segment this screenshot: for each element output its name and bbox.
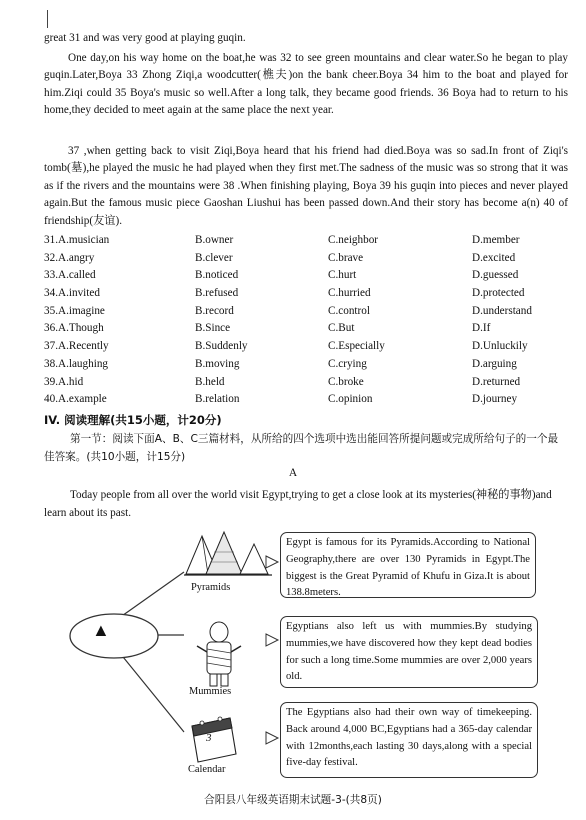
option-a: 34.A.invited bbox=[44, 287, 100, 300]
option-d: D.guessed bbox=[472, 269, 519, 282]
option-d: D.Unluckily bbox=[472, 340, 528, 353]
passage-intro bbox=[44, 486, 568, 522]
option-d: D.arguing bbox=[472, 357, 517, 370]
option-c: C.hurried bbox=[328, 287, 371, 300]
center-oval bbox=[70, 614, 158, 658]
option-a: 40.A.example bbox=[44, 393, 107, 406]
mummies-info-text: Egyptians also left us with mummies.By studying mummies,we have discovered how they kept dead bodies for such a long time.Some mummies are over 2,000 years old. bbox=[286, 621, 532, 683]
option-row bbox=[44, 267, 568, 285]
option-b: B.moving bbox=[195, 357, 240, 370]
option-c: C.But bbox=[328, 322, 355, 335]
option-b: B.held bbox=[195, 375, 225, 388]
option-a: 32.A.angry bbox=[44, 251, 95, 264]
calendar-icon bbox=[192, 717, 236, 762]
calendar-info-text: The Egyptians also had their own way of timekeeping. Back around 4,000 BC,Egyptians had a 365-day calendar with 12months,each lasting 30 days,along with a special five-day festival. bbox=[286, 707, 532, 769]
calendar-label: Calendar bbox=[188, 764, 226, 775]
passage-title: A bbox=[288, 467, 298, 479]
option-a: 39.A.hid bbox=[44, 375, 84, 388]
option-c: C.broke bbox=[328, 375, 364, 388]
option-c: C.neighbor bbox=[328, 234, 379, 246]
center-triangle-icon: ▲ bbox=[92, 620, 110, 640]
option-a: 37.A.Recently bbox=[44, 340, 109, 353]
pyramids-info-box bbox=[280, 532, 536, 598]
passage-paragraph-2 bbox=[44, 143, 568, 230]
option-b: B.refused bbox=[195, 287, 239, 300]
egypt-diagram bbox=[44, 522, 574, 782]
passage-intro-text: Today people from all over the world visit Egypt,trying to get a close look at its mysteries(神秘的事物)and learn about its past. bbox=[44, 489, 552, 519]
passage-paragraph-2-text: 37 ,when getting back to visit Ziqi,Boya heard that his friend had died.Boya was so sad.In front of Ziqi's tomb(墓),he played the music he had played when they first met.The sadness of the music was so strong that it was as if the rivers and the mountains were 38 .When finishing playing, Boya 39 his guqin into pieces and never played again.But the famous music piece Gaoshan Liushui has been passed down.And their story has become a(n) 40 of friendship(友谊). bbox=[44, 145, 568, 227]
section-instruction-text: 第一节：阅读下面A、B、C三篇材料，从所给的四个选项中选出能回答所提问题或完成所给句子的一个最佳答案。(共10小题，计15分) bbox=[44, 433, 559, 463]
calendar-number: 3 bbox=[206, 732, 212, 744]
option-a: 38.A.laughing bbox=[44, 357, 109, 370]
option-b: B.relation bbox=[195, 393, 240, 406]
option-d: D.member bbox=[472, 234, 520, 246]
passage-line-31 bbox=[44, 30, 568, 47]
option-a: 36.A.Though bbox=[44, 322, 104, 335]
passage-line-31-text: great 31 and was very good at playing guqin. bbox=[44, 32, 246, 44]
connector-line bbox=[119, 652, 184, 732]
option-b: B.Since bbox=[195, 322, 231, 335]
option-c: C.hurt bbox=[328, 269, 357, 282]
arrow-icon bbox=[266, 634, 278, 646]
passage-paragraph-1-text: One day,on his way home on the boat,he was 32 to see green mountains and clear water.So he began to play guqin.Later,Boya 33 Zhong Ziqi,a woodcutter(樵夫)on the bank cheer.Boya 34 him to the boat and played for him.Ziqi could 35 Boya's music so well.After a long talk, they became good friends. 36 Boya had to return to his home,they decided to meet again at the same place the next year. bbox=[44, 52, 568, 117]
pyramids-info-text: Egypt is famous for its Pyramids.According to National Geography,there are over 130 Pyramids in Egypt.The biggest is the Great Pyramid of Khufu in Giza.It is about 138.8meters. bbox=[286, 537, 530, 599]
option-d: D.excited bbox=[472, 251, 516, 264]
option-b: B.owner bbox=[195, 234, 234, 246]
mummies-label: Mummies bbox=[189, 686, 232, 697]
pyramids-label: Pyramids bbox=[191, 582, 231, 593]
options-table bbox=[44, 232, 568, 409]
option-a: 35.A.imagine bbox=[44, 304, 105, 317]
option-row bbox=[44, 232, 568, 250]
connector-line bbox=[119, 572, 184, 618]
arrow-icon bbox=[266, 556, 278, 568]
option-row bbox=[44, 320, 568, 338]
section-instruction bbox=[44, 430, 568, 466]
option-c: C.Especially bbox=[328, 340, 385, 353]
option-c: C.brave bbox=[328, 251, 364, 264]
option-row bbox=[44, 338, 568, 356]
option-d: D.journey bbox=[472, 393, 518, 406]
option-c: C.opinion bbox=[328, 393, 373, 406]
option-row bbox=[44, 303, 568, 321]
option-b: B.Suddenly bbox=[195, 340, 248, 353]
mummy-icon bbox=[197, 622, 241, 686]
option-a: 33.A.called bbox=[44, 269, 96, 282]
mummies-info-box bbox=[280, 616, 538, 688]
pyramids-icon bbox=[184, 532, 272, 575]
option-d: D.protected bbox=[472, 287, 525, 300]
passage-paragraph-1 bbox=[44, 50, 568, 120]
option-row bbox=[44, 391, 568, 409]
option-d: D.understand bbox=[472, 304, 532, 317]
arrow-icon bbox=[266, 732, 278, 744]
option-row bbox=[44, 250, 568, 268]
option-row bbox=[44, 374, 568, 392]
option-b: B.noticed bbox=[195, 269, 239, 282]
option-b: B.record bbox=[195, 304, 234, 317]
option-row bbox=[44, 356, 568, 374]
option-a: 31.A.musician bbox=[44, 234, 110, 246]
calendar-info-box bbox=[280, 702, 538, 778]
page-footer: 合阳县八年级英语期末试题-3-(共8页) bbox=[204, 794, 382, 806]
option-row bbox=[44, 285, 568, 303]
option-d: D.If bbox=[472, 322, 491, 335]
option-c: C.crying bbox=[328, 357, 367, 370]
option-d: D.returned bbox=[472, 375, 521, 388]
margin-marker bbox=[47, 10, 48, 28]
option-b: B.clever bbox=[195, 251, 233, 264]
option-c: C.control bbox=[328, 304, 370, 317]
section-title: IV. 阅读理解(共15小题，计20分) bbox=[44, 413, 222, 427]
